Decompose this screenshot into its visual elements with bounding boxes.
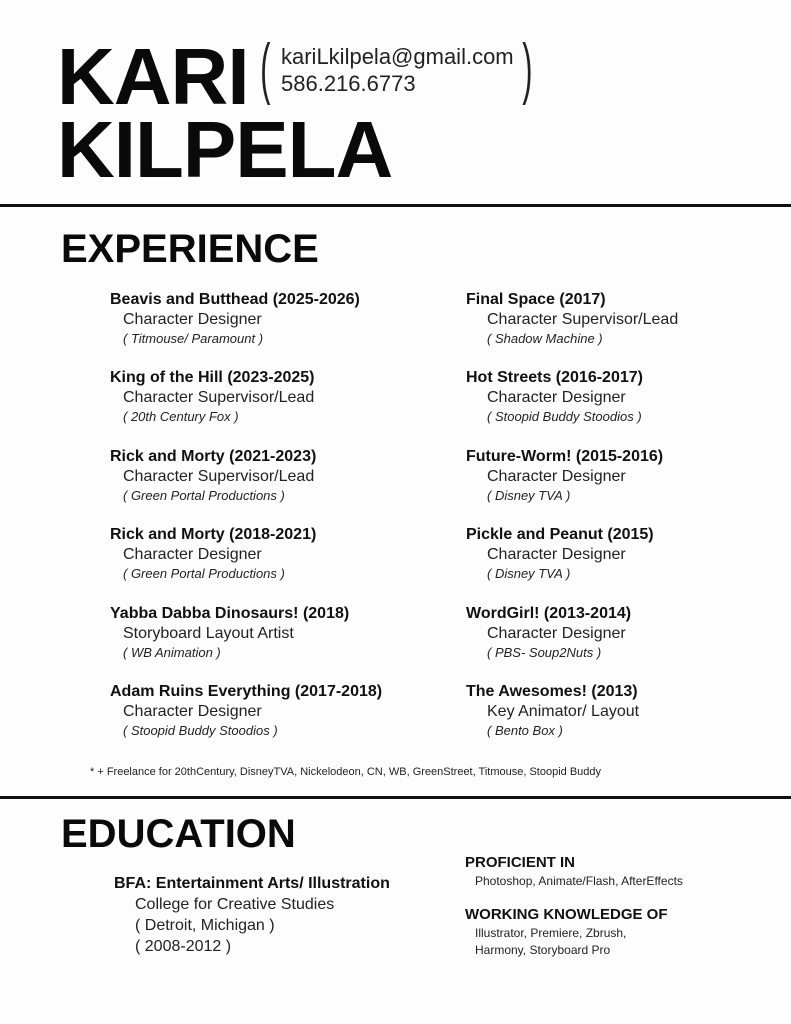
email-link[interactable]: kariLkilpela@gmail.com [281,44,514,69]
working-knowledge-list: Illustrator, Premiere, Zbrush, Harmony, Storyboard Pro [475,926,627,957]
proficient-list: Photoshop, Animate/Flash, AfterEffects [475,874,683,888]
job-title: WordGirl! (2013-2014) [466,604,632,622]
phone-number: 586.216.6773 [281,71,416,96]
job-studio: ( Disney TVA ) [487,566,571,582]
job-role: Character Designer [123,702,262,720]
school-years: ( 2008-2012 ) [135,938,232,955]
job-studio: ( Green Portal Productions ) [123,487,285,503]
right-paren-decoration: ) [522,30,533,106]
divider [0,796,791,799]
proficient-heading: PROFICIENT IN [465,854,576,871]
experience-entry [110,682,440,760]
school-location: ( Detroit, Michigan ) [135,917,275,934]
experience-entry [110,604,440,682]
experience-entry [466,290,791,368]
job-studio: ( Stoopid Buddy Stoodios ) [123,722,278,738]
school-name: College for Creative Studies [135,896,335,913]
experience-entry [466,682,791,760]
job-studio: ( WB Animation ) [123,644,221,660]
job-role: Key Animator/ Layout [487,702,640,720]
education-heading: EDUCATION [61,812,296,856]
job-title: Hot Streets (2016-2017) [466,369,643,387]
experience-entry [466,604,791,682]
job-title: Future-Worm! (2015-2016) [466,447,664,465]
working-knowledge-heading: WORKING KNOWLEDGE OF [465,906,668,923]
job-role: Character Designer [123,546,262,564]
experience-column-left [110,290,440,760]
job-role: Character Supervisor/Lead [123,467,315,485]
job-title: Pickle and Peanut (2015) [466,526,654,544]
degree-block [114,874,390,957]
job-studio: ( Green Portal Productions ) [123,566,285,582]
job-studio: ( Titmouse/ Paramount ) [123,331,264,346]
job-title: Beavis and Butthead (2025-2026) [110,291,360,308]
job-role: Character Supervisor/Lead [123,389,315,407]
experience-entry [110,368,440,446]
job-title: The Awesomes! (2013) [466,682,638,700]
experience-entry [110,447,440,525]
job-title: King of the Hill (2023-2025) [110,369,315,387]
job-role: Character Designer [487,624,626,642]
experience-entry [466,368,791,446]
name-last: KILPELA [57,105,393,194]
freelance-footnote: * + Freelance for 20thCentury, DisneyTVA, Nickelodeon, CN, WB, GreenStreet, Titmouse, Stoopid Buddy [90,766,602,778]
job-role: Character Designer [123,311,262,328]
job-studio: ( Stoopid Buddy Stoodios ) [487,409,642,425]
job-studio: ( Shadow Machine ) [487,331,603,346]
job-title: Rick and Morty (2021-2023) [110,447,317,465]
degree-title: BFA: Entertainment Arts/ Illustration [114,875,390,892]
job-role: Character Supervisor/Lead [487,311,679,328]
job-title: Rick and Morty (2018-2021) [110,526,317,544]
job-studio: ( 20th Century Fox ) [123,409,239,425]
experience-column-right [466,290,791,760]
experience-entry [466,525,791,603]
job-title: Yabba Dabba Dinosaurs! (2018) [110,604,350,622]
job-title: Final Space (2017) [466,291,606,308]
job-role: Storyboard Layout Artist [123,624,294,642]
job-role: Character Designer [487,467,626,485]
job-role: Character Designer [487,389,626,407]
left-paren-decoration: ( [260,30,271,106]
job-role: Character Designer [487,546,626,564]
divider [0,204,791,207]
experience-entry [466,447,791,525]
name-first: KARI [57,32,249,121]
experience-entry [110,290,440,368]
job-title: Adam Ruins Everything (2017-2018) [110,682,383,700]
job-studio: ( Bento Box ) [487,722,563,738]
experience-entry [110,525,440,603]
job-studio: ( Disney TVA ) [487,487,571,503]
job-studio: ( PBS- Soup2Nuts ) [487,644,602,660]
experience-heading: EXPERIENCE [61,227,319,271]
